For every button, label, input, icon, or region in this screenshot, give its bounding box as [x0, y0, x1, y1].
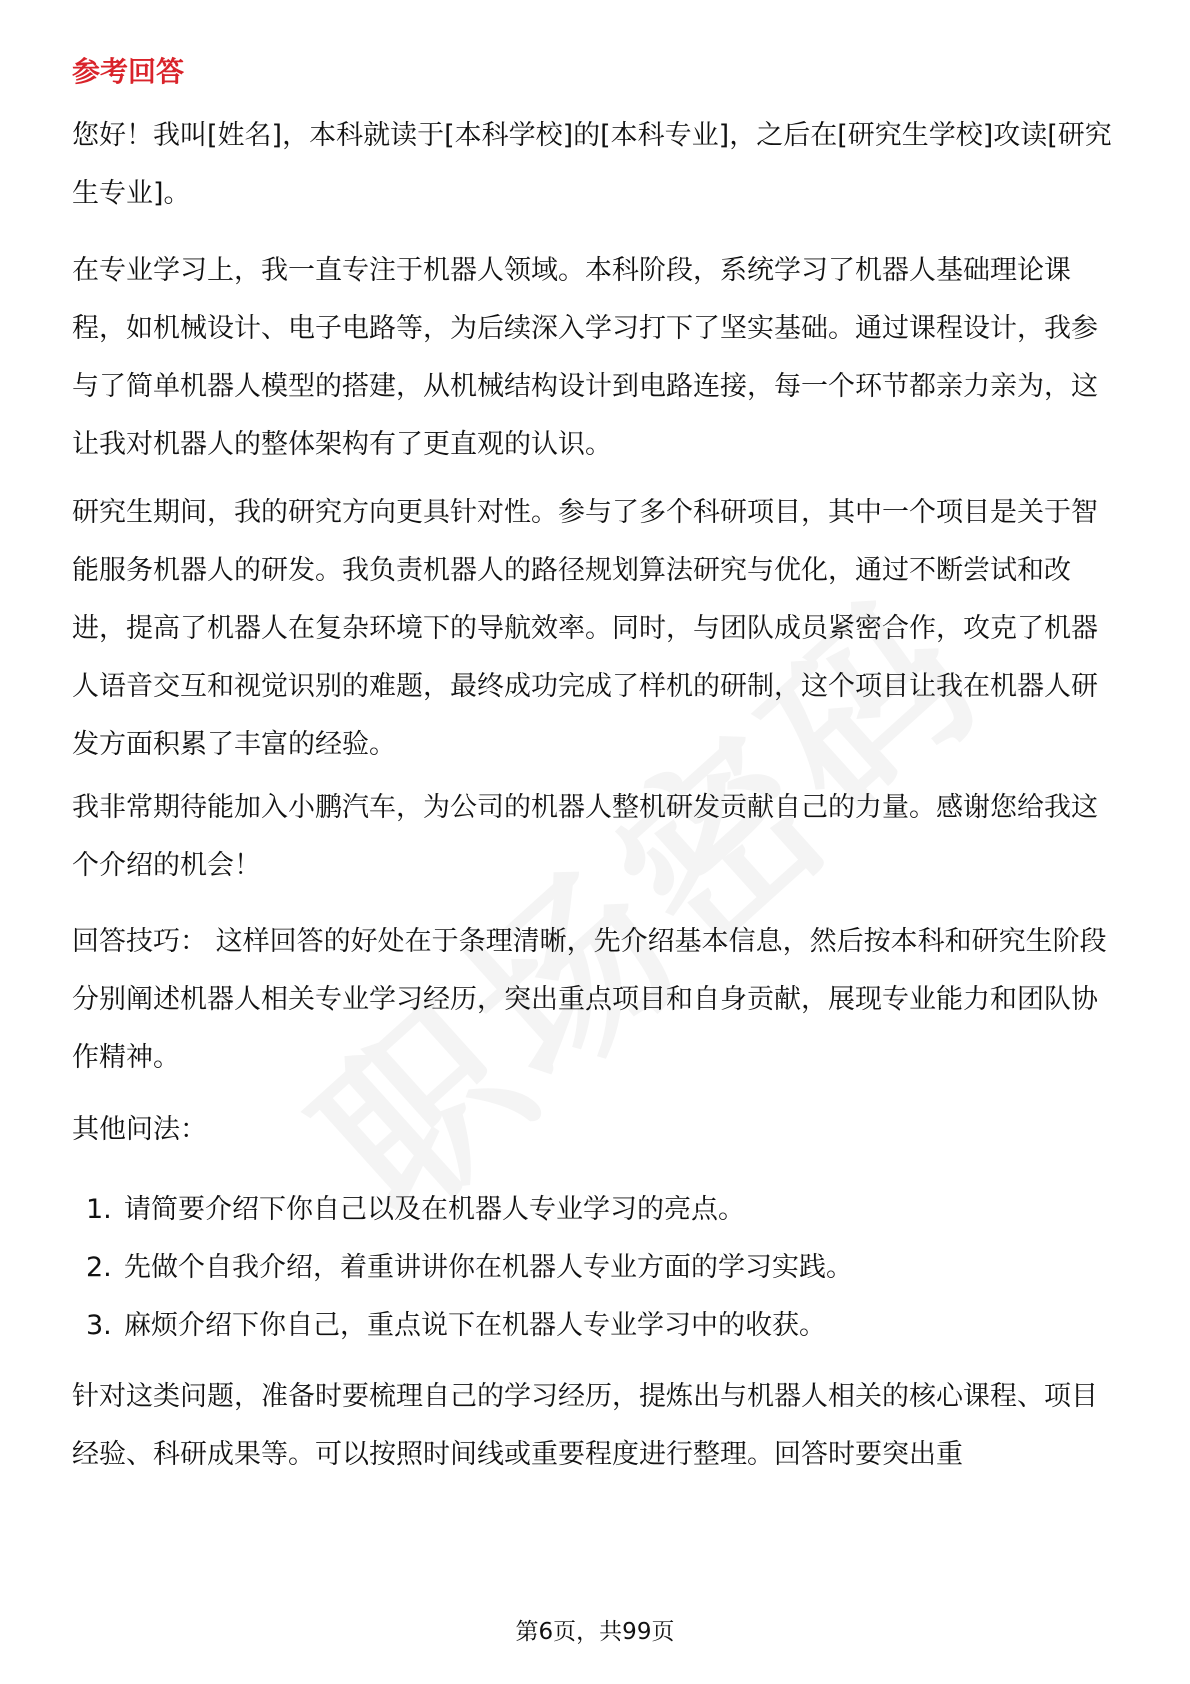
list-item-text: 先做个自我介绍，着重讲讲你在机器人专业方面的学习实践。 [124, 1252, 853, 1283]
list-number: 1. [86, 1194, 112, 1225]
graduate-paragraph: 研究生期间，我的研究方向更具针对性。参与了多个科研项目，其中一个项目是关于智能服务机器人的研发。我负责机器人的路径规划算法研究与优化，通过不断尝试和改进，提高了机器人在复杂环境下的导航效率。同时，与团队成员紧密合作，攻克了机器人语音交互和视觉识别的难题，最终成功完成了样机的研制，这个项目让我在机器人研发方面积累了丰富的经验。 [72, 497, 1098, 760]
undergraduate-paragraph: 在专业学习上，我一直专注于机器人领域。本科阶段，系统学习了机器人基础理论课程，如机械设计、电子电路等，为后续深入学习打下了坚实基础。通过课程设计，我参与了简单机器人模型的搭建，从机械结构设计到电路连接，每一个环节都亲力亲为，这让我对机器人的整体架构有了更直观的认识。 [72, 255, 1098, 460]
closing-paragraph: 我非常期待能加入小鹏汽车，为公司的机器人整机研发贡献自己的力量。感谢您给我这个介绍的机会！ [72, 792, 1098, 881]
list-number: 2. [86, 1252, 112, 1283]
list-item-text: 请简要介绍下你自己以及在机器人专业学习的亮点。 [124, 1194, 745, 1225]
preparation-paragraph: 针对这类问题，准备时要梳理自己的学习经历，提炼出与机器人相关的核心课程、项目经验、科研成果等。可以按照时间线或重要程度进行整理。回答时要突出重 [72, 1381, 1098, 1470]
alternative-questions-list [72, 1181, 1118, 1355]
list-item-text: 麻烦介绍下你自己，重点说下在机器人专业学习中的收获。 [124, 1310, 826, 1341]
intro-paragraph: 您好！我叫[姓名]，本科就读于[本科学校]的[本科专业]，之后在[研究生学校]攻读[研究生专业]。 [72, 120, 1112, 209]
list-item [72, 1181, 1118, 1239]
section-heading: 参考回答 [72, 55, 185, 88]
list-item [72, 1239, 1118, 1297]
list-item [72, 1297, 1118, 1355]
tips-paragraph: 回答技巧： 这样回答的好处在于条理清晰，先介绍基本信息，然后按本科和研究生阶段分别阐述机器人相关专业学习经历，突出重点项目和自身贡献，展现专业能力和团队协作精神。 [72, 926, 1107, 1073]
page-number: 第6页，共99页 [515, 1619, 675, 1645]
list-number: 3. [86, 1310, 112, 1341]
other-questions-label: 其他问法： [72, 1114, 207, 1145]
